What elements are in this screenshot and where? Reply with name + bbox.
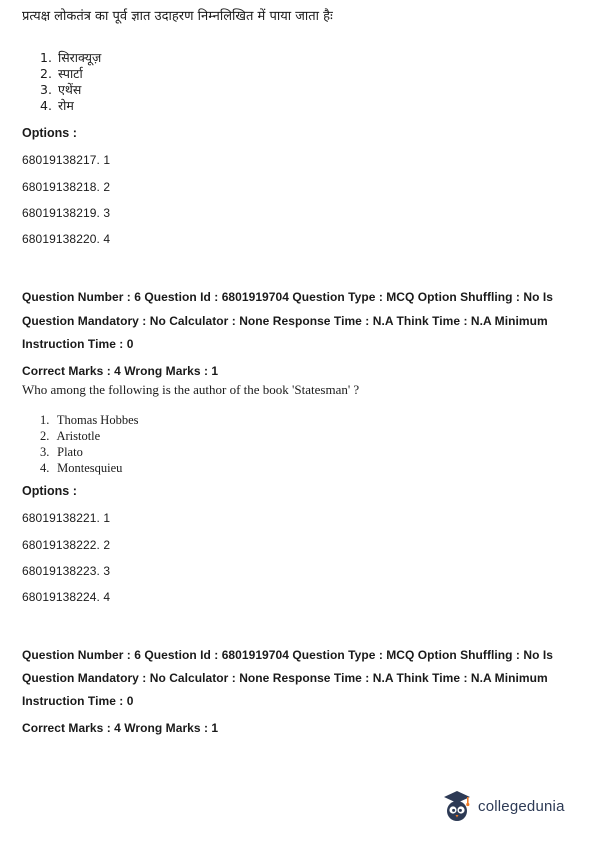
choice-item: 4. Montesquieu bbox=[40, 461, 123, 475]
question-meta-line: Instruction Time : 0 bbox=[22, 694, 134, 708]
question-meta-line: Instruction Time : 0 bbox=[22, 337, 134, 351]
options-label: Options : bbox=[22, 484, 77, 498]
choice-item: 3. एथेंस bbox=[40, 82, 82, 97]
marks-line: Correct Marks : 4 Wrong Marks : 1 bbox=[22, 721, 219, 735]
choice-item: 4. रोम bbox=[40, 98, 74, 113]
choice-item: 2. स्पार्टा bbox=[40, 66, 83, 81]
option-id: 68019138218. 2 bbox=[22, 180, 111, 194]
option-id: 68019138217. 1 bbox=[22, 153, 111, 167]
brand-name: collegedunia bbox=[478, 797, 565, 815]
question-choices bbox=[40, 412, 139, 476]
option-id: 68019138224. 4 bbox=[22, 590, 111, 604]
choice-item: 1. सिराक्यूज़ bbox=[40, 50, 102, 65]
question-meta-line: Question Number : 6 Question Id : 6801919704 Question Type : MCQ Option Shuffling : No Is bbox=[22, 290, 553, 304]
options-label: Options : bbox=[22, 126, 77, 140]
marks-line: Correct Marks : 4 Wrong Marks : 1 bbox=[22, 364, 219, 378]
question-meta-line: Question Mandatory : No Calculator : None Response Time : N.A Think Time : N.A Minimum bbox=[22, 671, 548, 685]
graduate-owl-icon bbox=[440, 788, 474, 824]
option-id: 68019138222. 2 bbox=[22, 538, 111, 552]
option-id: 68019138219. 3 bbox=[22, 206, 111, 220]
option-id: 68019138221. 1 bbox=[22, 511, 111, 525]
choice-item: 2. Aristotle bbox=[40, 429, 101, 443]
question-text-hindi: प्रत्यक्ष लोकतंत्र का पूर्व ज्ञात उदाहरण निम्नलिखित में पाया जाता हैः bbox=[22, 9, 333, 24]
option-id: 68019138223. 3 bbox=[22, 564, 111, 578]
question-meta-line: Question Mandatory : No Calculator : None Response Time : N.A Think Time : N.A Minimum bbox=[22, 314, 548, 328]
choice-item: 3. Plato bbox=[40, 445, 83, 459]
question-text: Who among the following is the author of the book 'Statesman' ? bbox=[22, 382, 360, 397]
collegedunia-logo bbox=[440, 786, 565, 826]
choice-item: 1. Thomas Hobbes bbox=[40, 413, 139, 427]
question-meta-line: Question Number : 6 Question Id : 6801919704 Question Type : MCQ Option Shuffling : No Is bbox=[22, 648, 553, 662]
option-id: 68019138220. 4 bbox=[22, 232, 111, 246]
question-choices-hindi bbox=[40, 50, 101, 114]
